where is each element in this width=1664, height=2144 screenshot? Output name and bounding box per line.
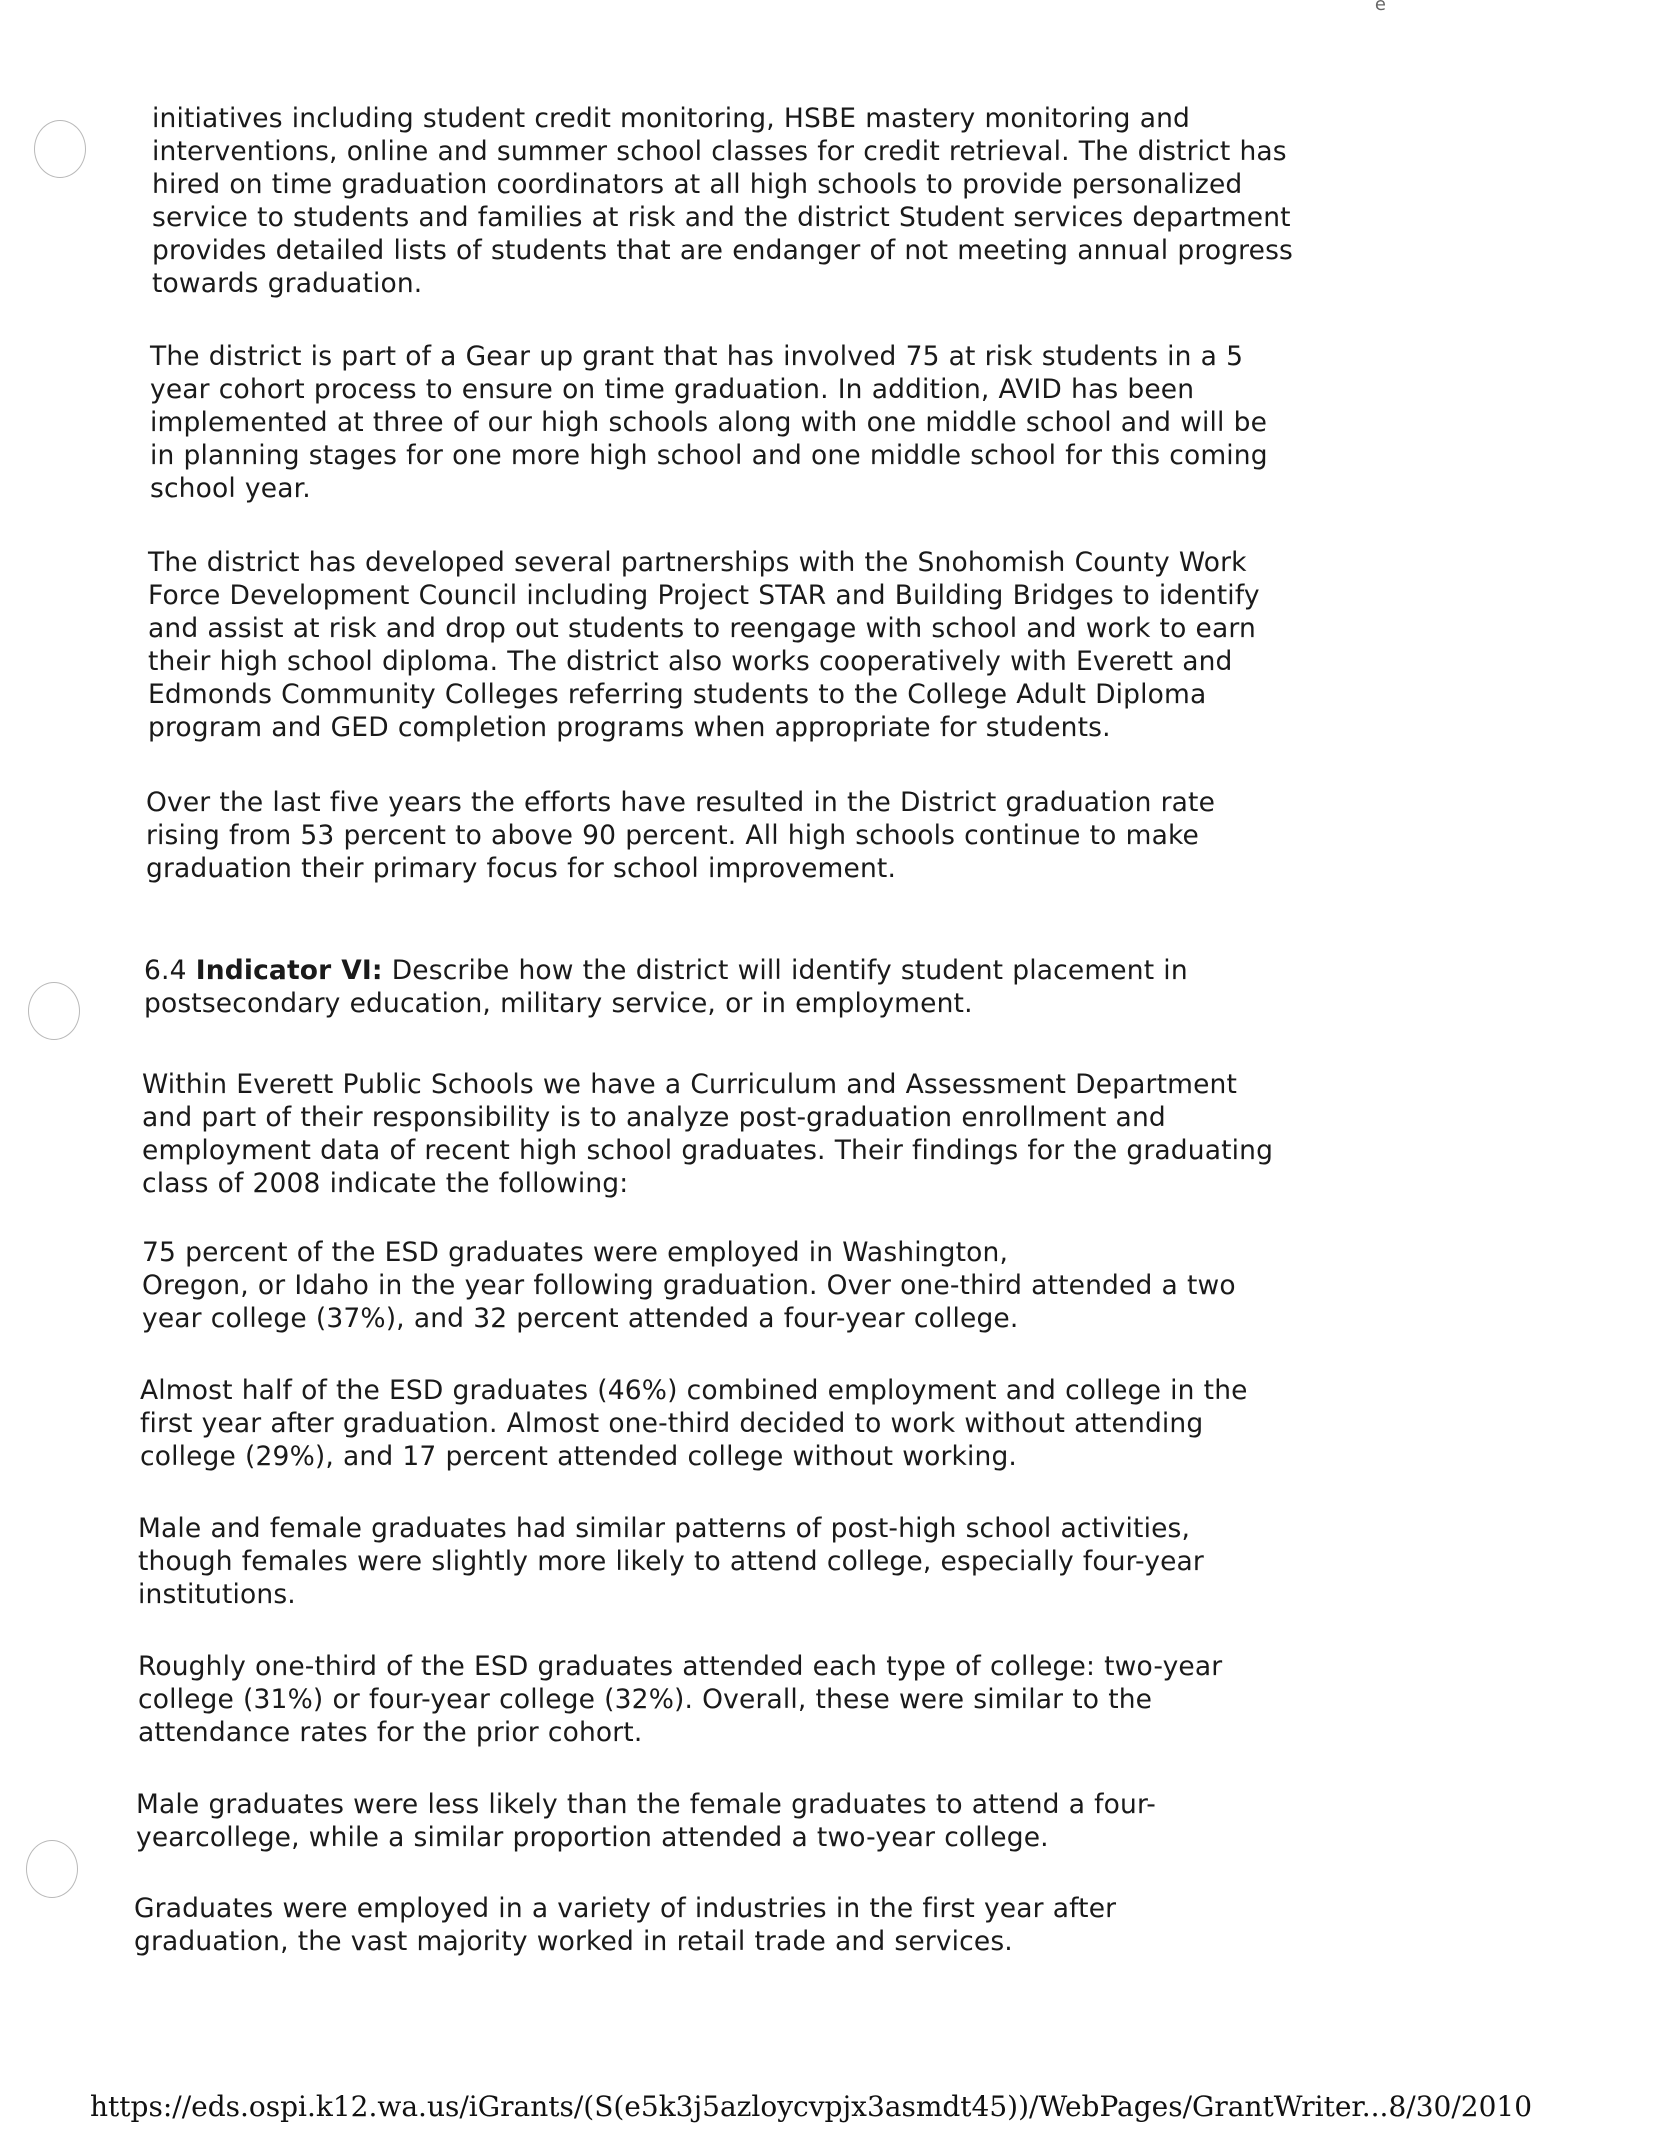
text-line: service to students and families at risk and the district Student services department (152, 202, 1291, 233)
footer-url: https://eds.ospi.k12.wa.us/iGrants/(S(e5k3j5azloycvpjx3asmdt45))/WebPages/GrantWriter... (90, 2090, 1389, 2123)
paragraph-college-types (138, 1650, 1222, 1749)
text-line: graduation their primary focus for school improvement. (146, 853, 897, 884)
text-line: institutions. (138, 1579, 296, 1610)
indicator-label: Indicator VI: (195, 955, 383, 986)
indicator-line: postsecondary education, military service, or in employment. (144, 988, 973, 1019)
text-line: towards graduation. (152, 268, 423, 299)
punch-hole-circle (26, 1840, 78, 1898)
text-line: implemented at three of our high schools along with one middle school and will be (150, 407, 1268, 438)
indicator-text: Describe how the district will identify student placement in (391, 955, 1188, 986)
indicator-line (144, 954, 1188, 987)
text-line: The district is part of a Gear up grant that has involved 75 at risk students in a 5 (150, 341, 1244, 372)
text-line: attendance rates for the prior cohort. (138, 1717, 643, 1748)
paragraph-gear-up-grant (150, 340, 1268, 505)
text-line: interventions, online and summer school classes for credit retrieval. The district has (152, 136, 1287, 167)
page-footer (90, 2090, 1533, 2123)
indicator-heading (144, 954, 1188, 1020)
paragraph-graduation-rate (146, 786, 1215, 885)
text-line: employment data of recent high school graduates. Their findings for the graduating (142, 1135, 1274, 1166)
paragraph-gender-patterns (138, 1512, 1204, 1611)
text-line: school year. (150, 473, 311, 504)
footer-date: 8/30/2010 (1388, 2090, 1533, 2123)
text-line: Roughly one-third of the ESD graduates attended each type of college: two-year (138, 1651, 1223, 1682)
corner-mark: e (1374, 0, 1386, 15)
text-line: yearcollege, while a similar proportion attended a two-year college. (136, 1822, 1049, 1853)
text-line: rising from 53 percent to above 90 percent. All high schools continue to make (146, 820, 1199, 851)
text-line: class of 2008 indicate the following: (142, 1168, 629, 1199)
text-line: Male graduates were less likely than the female graduates to attend a four- (136, 1789, 1157, 1820)
text-line: Almost half of the ESD graduates (46%) combined employment and college in the (140, 1375, 1248, 1406)
paragraph-industries (134, 1892, 1116, 1958)
text-line: 75 percent of the ESD graduates were employed in Washington, (142, 1237, 1009, 1268)
text-line: year cohort process to ensure on time graduation. In addition, AVID has been (150, 374, 1195, 405)
paragraph-partnerships (148, 546, 1260, 744)
text-line: Within Everett Public Schools we have a Curriculum and Assessment Department (142, 1069, 1238, 1100)
text-line: in planning stages for one more high school and one middle school for this coming (150, 440, 1268, 471)
punch-hole-circle (34, 120, 86, 178)
text-line: Male and female graduates had similar patterns of post-high school activities, (138, 1513, 1191, 1544)
text-line: year college (37%), and 32 percent attended a four-year college. (142, 1303, 1019, 1334)
text-line: provides detailed lists of students that are endanger of not meeting annual progress (152, 235, 1293, 266)
text-line: The district has developed several partnerships with the Snohomish County Work (148, 547, 1247, 578)
text-line: initiatives including student credit monitoring, HSBE mastery monitoring and (152, 103, 1191, 134)
punch-hole-circle (28, 982, 80, 1040)
text-line: hired on time graduation coordinators at all high schools to provide personalized (152, 169, 1243, 200)
text-line: Oregon, or Idaho in the year following graduation. Over one-third attended a two (142, 1270, 1236, 1301)
text-line: college (31%) or four-year college (32%). Overall, these were similar to the (138, 1684, 1153, 1715)
paragraph-intervention-initiatives (152, 102, 1293, 300)
text-line: their high school diploma. The district also works cooperatively with Everett and (148, 646, 1233, 677)
text-line: Graduates were employed in a variety of industries in the first year after (134, 1893, 1117, 1924)
text-line: Force Development Council including Project STAR and Building Bridges to identify (148, 580, 1260, 611)
indicator-number: 6.4 (144, 955, 187, 986)
text-line: Edmonds Community Colleges referring students to the College Adult Diploma (148, 679, 1207, 710)
text-line: program and GED completion programs when appropriate for students. (148, 712, 1111, 743)
text-line: college (29%), and 17 percent attended college without working. (140, 1441, 1018, 1472)
paragraph-male-graduates (136, 1788, 1156, 1854)
text-line: first year after graduation. Almost one-third decided to work without attending (140, 1408, 1204, 1439)
paragraph-assessment-department (142, 1068, 1273, 1200)
paragraph-combined-employment (140, 1374, 1248, 1473)
text-line: and assist at risk and drop out students to reengage with school and work to earn (148, 613, 1256, 644)
text-line: and part of their responsibility is to analyze post-graduation enrollment and (142, 1102, 1166, 1133)
text-line: though females were slightly more likely to attend college, especially four-year (138, 1546, 1204, 1577)
text-line: graduation, the vast majority worked in retail trade and services. (134, 1926, 1013, 1957)
paragraph-employment-findings (142, 1236, 1236, 1335)
text-line: Over the last five years the efforts have resulted in the District graduation rate (146, 787, 1216, 818)
